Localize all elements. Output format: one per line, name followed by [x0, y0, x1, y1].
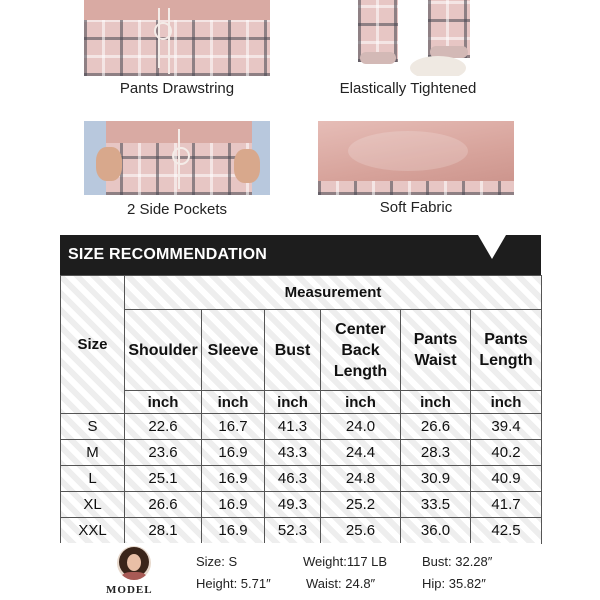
measurement-group-header: Measurement	[125, 276, 542, 310]
table-cell: 28.3	[401, 440, 471, 466]
table-row	[61, 492, 542, 518]
table-cell: 41.3	[265, 414, 321, 440]
table-cell: 26.6	[401, 414, 471, 440]
table-cell: 40.9	[471, 466, 542, 492]
unit-row	[61, 391, 542, 414]
unit-label: inch	[202, 391, 265, 414]
unit-label: inch	[125, 391, 202, 414]
table-cell: 16.9	[202, 518, 265, 544]
model-avatar	[117, 546, 151, 580]
table-cell: 25.1	[125, 466, 202, 492]
table-cell: 42.5	[471, 518, 542, 544]
column-header: Sleeve	[202, 310, 265, 391]
table-cell: 23.6	[125, 440, 202, 466]
table-cell: 33.5	[401, 492, 471, 518]
size-label: XXL	[61, 518, 125, 544]
model-waist: Waist: 24.8″	[306, 576, 376, 591]
table-cell: 16.9	[202, 492, 265, 518]
chevron-down-icon	[478, 235, 506, 259]
table-cell: 25.2	[321, 492, 401, 518]
table-cell: 49.3	[265, 492, 321, 518]
table-row	[61, 466, 542, 492]
feature-caption: Elastically Tightened	[339, 80, 477, 97]
model-height: Height: 5.71″	[196, 576, 271, 591]
unit-label: inch	[265, 391, 321, 414]
unit-label: inch	[401, 391, 471, 414]
table-row	[61, 414, 542, 440]
table-cell: 40.2	[471, 440, 542, 466]
model-weight: Weight:117 LB	[303, 554, 388, 569]
table-cell: 25.6	[321, 518, 401, 544]
table-row	[61, 518, 542, 544]
model-label: MODEL	[106, 584, 153, 596]
table-header-row	[61, 310, 542, 391]
table-cell: 22.6	[125, 414, 202, 440]
table-cell: 39.4	[471, 414, 542, 440]
table-cell: 28.1	[125, 518, 202, 544]
elastic-cuff-photo	[320, 0, 496, 76]
section-title: SIZE RECOMMENDATION	[68, 246, 268, 263]
table-row	[61, 440, 542, 466]
column-header: Shoulder	[125, 310, 202, 391]
size-chart	[60, 275, 541, 543]
side-pockets-photo	[84, 121, 270, 195]
model-info	[60, 543, 541, 600]
model-bust: Bust: 32.28″	[422, 554, 493, 569]
table-cell: 24.0	[321, 414, 401, 440]
soft-fabric-photo	[318, 121, 514, 195]
size-label: L	[61, 466, 125, 492]
table-cell: 24.4	[321, 440, 401, 466]
column-header: Center Back Length	[321, 310, 401, 391]
pants-drawstring-photo	[84, 0, 270, 76]
unit-label: inch	[321, 391, 401, 414]
table-cell: 26.6	[125, 492, 202, 518]
table-cell: 30.9	[401, 466, 471, 492]
table-cell: 16.9	[202, 466, 265, 492]
feature-caption: Soft Fabric	[379, 199, 453, 216]
size-table	[60, 275, 542, 544]
column-header: Pants Length	[471, 310, 542, 391]
feature-caption: 2 Side Pockets	[126, 201, 228, 218]
size-label: M	[61, 440, 125, 466]
table-cell: 24.8	[321, 466, 401, 492]
size-recommendation-header	[60, 235, 541, 275]
table-header-row	[61, 276, 542, 310]
table-cell: 46.3	[265, 466, 321, 492]
column-header: Pants Waist	[401, 310, 471, 391]
column-header: Bust	[265, 310, 321, 391]
table-cell: 16.9	[202, 440, 265, 466]
table-cell: 43.3	[265, 440, 321, 466]
table-cell: 16.7	[202, 414, 265, 440]
table-cell: 36.0	[401, 518, 471, 544]
size-label: S	[61, 414, 125, 440]
table-cell: 52.3	[265, 518, 321, 544]
feature-caption: Pants Drawstring	[119, 80, 235, 97]
table-cell: 41.7	[471, 492, 542, 518]
size-label: XL	[61, 492, 125, 518]
size-column-header: Size	[61, 276, 125, 414]
model-size: Size: S	[196, 554, 238, 569]
model-hip: Hip: 35.82″	[422, 576, 486, 591]
unit-label: inch	[471, 391, 542, 414]
